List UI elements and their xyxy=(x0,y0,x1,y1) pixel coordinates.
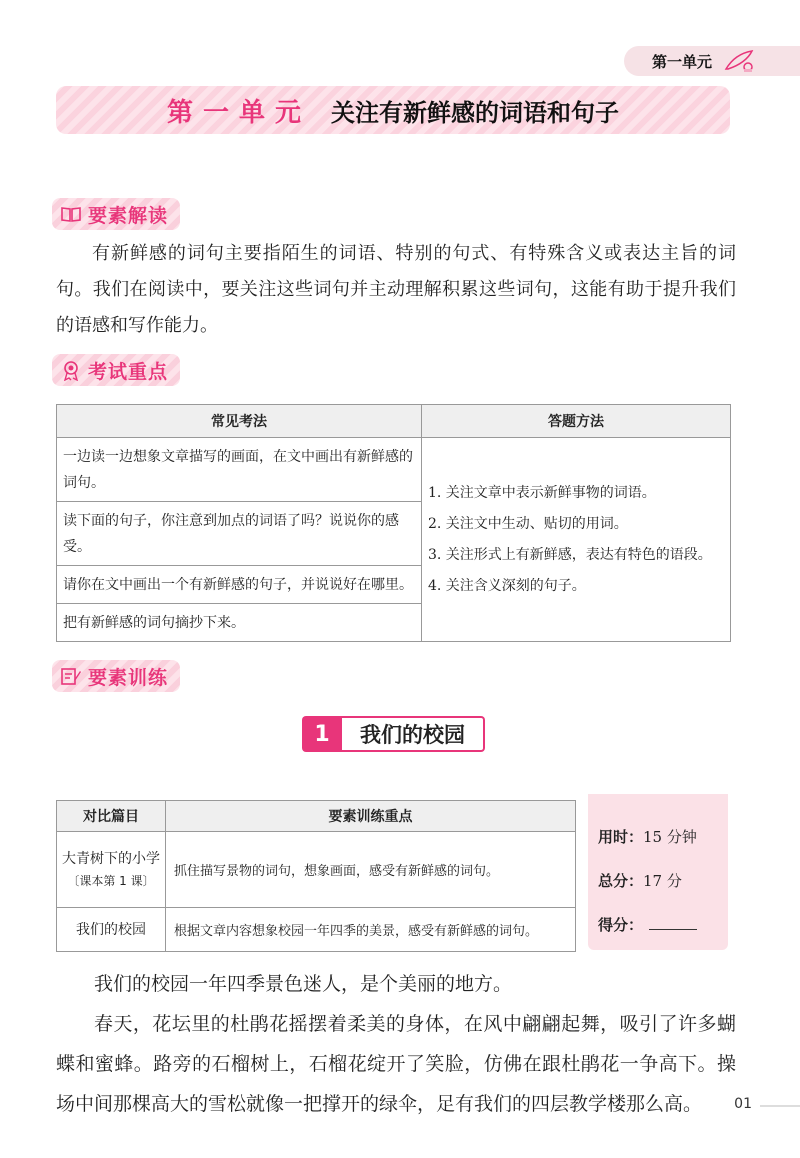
section-interpret xyxy=(52,198,180,230)
unit-theme: 关注有新鲜感的词语和句子 xyxy=(331,98,619,127)
compare-article xyxy=(57,832,166,908)
award-medal-icon xyxy=(60,359,82,381)
column-header: 对比篇目 xyxy=(57,801,166,832)
exam-question: 读下面的句子，你注意到加点的词语了吗？说说你的感受。 xyxy=(57,502,422,566)
exam-question: 把有新鲜感的词句摘抄下来。 xyxy=(57,604,422,642)
method-item: 3. 关注形式上有新鲜感，表达有特色的语段。 xyxy=(428,546,712,563)
answer-methods xyxy=(422,438,731,642)
interpret-paragraph xyxy=(56,236,736,344)
table-header-row xyxy=(57,405,731,438)
open-book-icon xyxy=(60,205,82,223)
method-item: 1. 关注文章中表示新鲜事物的词语。 xyxy=(428,484,656,501)
note-pencil-icon xyxy=(60,666,82,686)
column-header: 要素训练重点 xyxy=(166,801,576,832)
time-label: 用时： xyxy=(598,828,644,846)
page-number-rule xyxy=(760,1105,800,1107)
total-label: 总分： xyxy=(598,872,644,890)
method-item: 4. 关注含义深刻的句子。 xyxy=(428,577,586,594)
article-title: 我们的校园 xyxy=(76,921,146,938)
section-interpret-label: 要素解读 xyxy=(88,204,169,227)
table-header-row xyxy=(57,801,576,832)
got-row xyxy=(598,914,697,935)
column-header: 常见考法 xyxy=(57,405,422,438)
exam-focus-table xyxy=(56,404,731,642)
exam-question: 请你在文中画出一个有新鲜感的句子，并说说好在哪里。 xyxy=(57,566,422,604)
total-row xyxy=(598,870,682,891)
unit-tab-label: 第一单元 xyxy=(652,52,713,71)
passage-paragraph: 春天，花坛里的杜鹃花摇摆着柔美的身体，在风中翩翩起舞，吸引了许多蝴蝶和蜜蜂。路旁的石榴树上，石榴花绽开了笑脸，仿佛在跟杜鹃花一争高下。操场中间那棵高大的雪松就像一把撑开的绿伞，足有我们的四层教学楼那么高。 xyxy=(56,1013,736,1115)
exam-question: 一边读一边想象文章描写的画面，在文中画出有新鲜感的词句。 xyxy=(57,438,422,502)
section-training-label: 要素训练 xyxy=(88,666,169,689)
unit-title-banner xyxy=(56,86,730,134)
article-title: 大青树下的小学 xyxy=(62,850,160,867)
time-row xyxy=(598,826,697,847)
reading-passage xyxy=(56,964,736,1124)
article-source: 〔课本第 1 课〕 xyxy=(67,873,155,888)
lesson-title: 我们的校园 xyxy=(342,716,485,752)
lesson-header xyxy=(302,716,485,752)
training-focus: 根据文章内容想象校园一年四季的美景，感受有新鲜感的词句。 xyxy=(166,908,576,952)
score-card xyxy=(588,794,728,950)
section-exam-focus-label: 考试重点 xyxy=(88,360,169,383)
lesson-number: 1 xyxy=(302,716,342,752)
feather-pen-icon xyxy=(722,49,756,73)
table-row xyxy=(57,832,576,908)
training-table xyxy=(56,800,576,952)
compare-article xyxy=(57,908,166,952)
section-exam-focus xyxy=(52,354,180,386)
training-focus: 抓住描写景物的词句，想象画面，感受有新鲜感的词句。 xyxy=(166,832,576,908)
section-training xyxy=(52,660,180,692)
unit-tab xyxy=(624,46,800,76)
passage-paragraph: 我们的校园一年四季景色迷人，是个美丽的地方。 xyxy=(94,973,513,995)
method-item: 2. 关注文中生动、贴切的用词。 xyxy=(428,515,628,532)
unit-title: 第一单元 xyxy=(166,97,311,128)
column-header: 答题方法 xyxy=(422,405,731,438)
time-value: 15 分钟 xyxy=(643,828,697,846)
table-row xyxy=(57,908,576,952)
total-value: 17 分 xyxy=(643,872,682,890)
score-blank[interactable] xyxy=(649,915,697,930)
interpret-text: 有新鲜感的词句主要指陌生的词语、特别的句式、有特殊含义或表达主旨的词句。我们在阅读中，要关注这些词句并主动理解积累这些词句，这能有助于提升我们的语感和写作能力。 xyxy=(56,243,736,336)
table-row xyxy=(57,438,731,502)
got-label: 得分： xyxy=(598,916,644,934)
page-number: 01 xyxy=(734,1096,752,1112)
